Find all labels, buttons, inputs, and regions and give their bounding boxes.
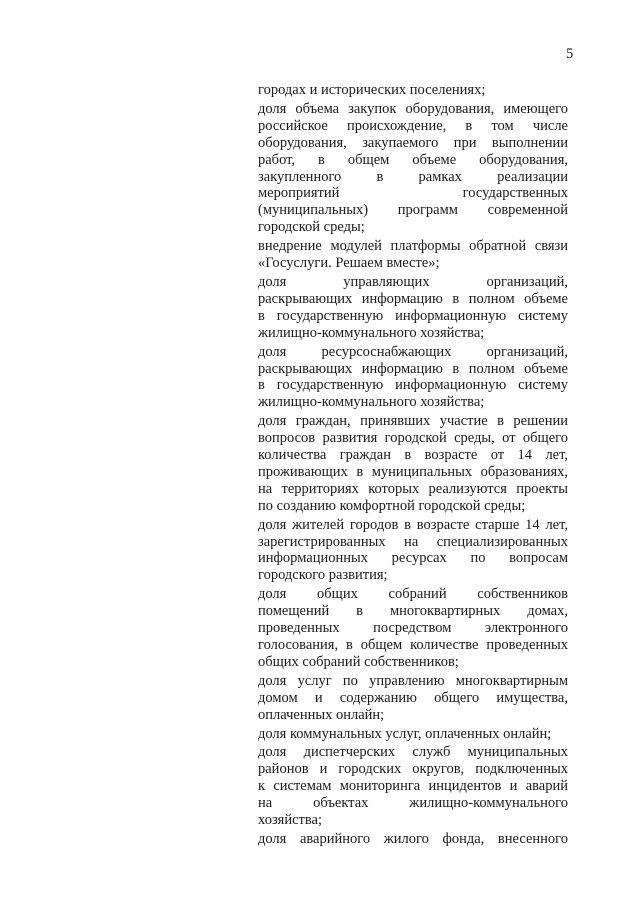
text-line: проведенных посредством электронного <box>258 620 568 637</box>
paragraph <box>258 274 568 342</box>
text-line: доля жителей городов в возрасте старше 14 лет, <box>258 516 568 533</box>
text-line: помещений в многоквартирных домах, <box>258 603 568 620</box>
document-text <box>258 82 568 848</box>
text-line: оборудования, закупаемого при выполнении <box>258 134 568 151</box>
text-line: доля услуг по управлению многоквартирным <box>258 672 568 689</box>
paragraph <box>258 744 568 829</box>
text-line: жилищно-коммунального хозяйства; <box>258 394 485 411</box>
paragraph <box>258 517 568 585</box>
paragraph <box>258 344 568 412</box>
text-line: хозяйства; <box>258 812 322 829</box>
paragraph <box>258 586 568 671</box>
text-line: доля граждан, принявших участие в решении <box>258 413 568 430</box>
text-line: доля ресурсоснабжающих организаций, <box>258 343 568 360</box>
text-line: российское происхождение, в том числе <box>258 117 568 134</box>
paragraph <box>258 673 568 724</box>
text-line: мероприятий государственных <box>258 185 568 202</box>
text-line: раскрывающих информацию в полном объеме <box>258 290 568 307</box>
text-line: закупленного в рамках реализации <box>258 168 568 185</box>
paragraph <box>258 413 568 514</box>
text-line: раскрывающих информацию в полном объеме <box>258 360 568 377</box>
text-line: городах и исторических поселениях; <box>258 82 486 98</box>
text-line: доля объема закупок оборудования, имеющего <box>258 100 568 117</box>
page-number: 5 <box>566 46 574 62</box>
text-line: проживающих в муниципальных образованиях, <box>258 463 568 480</box>
text-line: на территориях которых реализуются проекты <box>258 480 568 497</box>
text-line: доля общих собраний собственников <box>258 586 568 603</box>
text-line: оплаченных онлайн; <box>258 706 385 723</box>
text-line: к системам мониторинга инцидентов и аварий <box>258 778 568 795</box>
text-line: доля коммунальных услуг, оплаченных онлайн; <box>258 725 552 742</box>
text-line: доля управляющих организаций, <box>258 273 568 290</box>
text-line: «Госуслуги. Решаем вместе»; <box>258 255 440 272</box>
text-line: районов и городских округов, подключенных <box>258 761 568 778</box>
paragraph <box>258 831 568 848</box>
text-line: информационных ресурсах по вопросам <box>258 550 568 567</box>
text-line: работ, в общем объеме оборудования, <box>258 151 568 168</box>
text-line: по созданию комфортной городской среды; <box>258 497 526 514</box>
paragraph <box>258 238 568 272</box>
text-line: количества граждан в возрасте от 14 лет, <box>258 447 568 464</box>
text-line: доля диспетчерских служб муниципальных <box>258 744 568 761</box>
paragraph <box>258 726 568 743</box>
text-line: домом и содержанию общего имущества, <box>258 689 568 706</box>
text-line: городского развития; <box>258 567 388 584</box>
text-line: зарегистрированных на специализированных <box>258 533 568 550</box>
text-line: голосования, в общем количестве проведенных <box>258 637 568 653</box>
text-line: в государственную информационную систему <box>258 377 568 394</box>
text-line: внедрение модулей платформы обратной связи <box>258 238 568 255</box>
text-line: доля аварийного жилого фонда, внесенного <box>258 830 568 847</box>
text-line: на объектах жилищно-коммунального <box>258 795 568 812</box>
text-line: жилищно-коммунального хозяйства; <box>258 324 485 341</box>
text-line: в государственную информационную систему <box>258 307 568 324</box>
text-line: общих собраний собственников; <box>258 653 459 670</box>
text-line: городской среды; <box>258 219 365 236</box>
text-line: вопросов развития городской среды, от общего <box>258 430 568 447</box>
paragraph <box>258 82 568 99</box>
text-line: (муниципальных) программ современной <box>258 202 568 219</box>
paragraph <box>258 101 568 236</box>
